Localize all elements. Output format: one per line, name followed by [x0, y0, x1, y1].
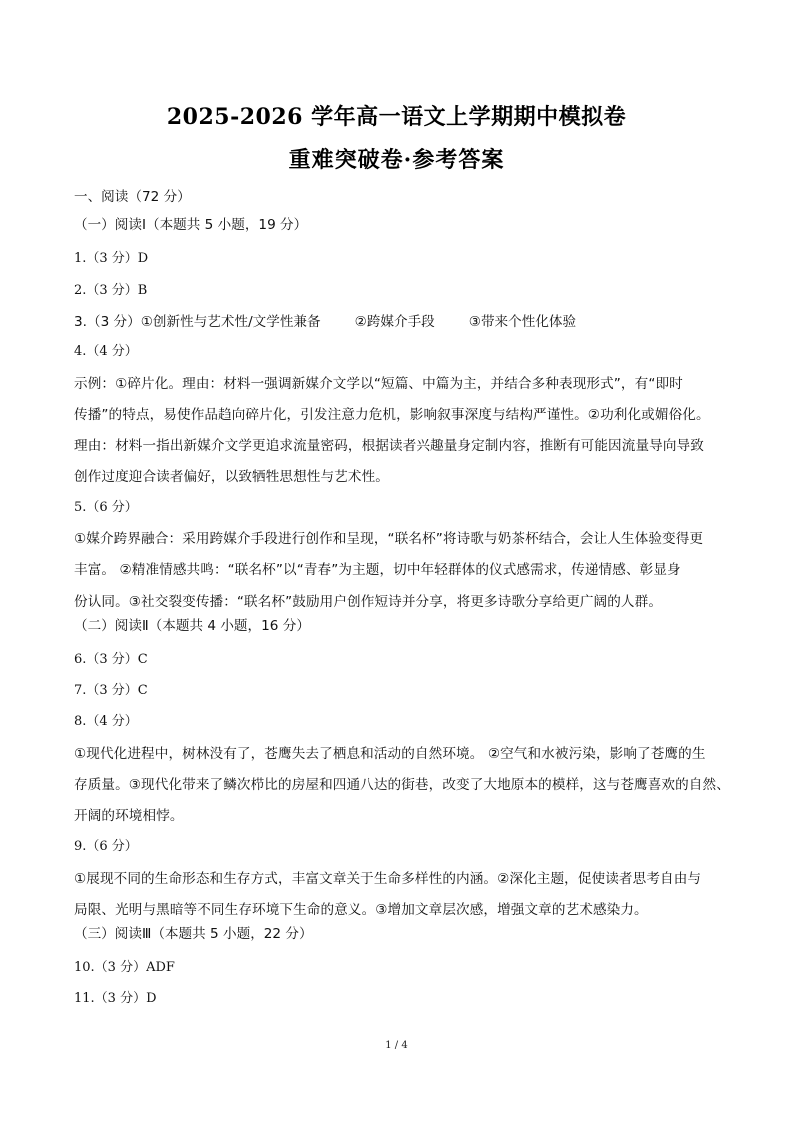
paragraph-line: 局限、光明与黑暗等不同生存环境下生命的意义。③增加文章层次感，增强文章的艺术感染力。: [74, 902, 648, 918]
answer-line: [74, 313, 576, 331]
answer-line: 5.（6 分）: [74, 500, 138, 515]
answer-line: 11.（3 分）D: [74, 991, 157, 1006]
page-subtitle: 重难突破卷·参考答案: [288, 147, 505, 173]
paragraph-line: ①媒介跨界融合：采用跨媒介手段进行创作和呈现，“联名杯”将诗歌与奶茶杯结合，会让人生体验变得更: [74, 531, 704, 547]
paragraph-line: 丰富。 ②精准情感共鸣：“联名杯”以“青春”为主题，切中年轻群体的仪式感需求，传递情感、彰显身: [74, 562, 681, 578]
paragraph-line: ①展现不同的生命形态和生存方式，丰富文章关于生命多样性的内涵。②深化主题，促使读者思考自由与: [74, 871, 702, 887]
subsection-heading: （二）阅读Ⅱ（本题共 4 小题，16 分）: [74, 618, 310, 634]
paragraph-line: ①现代化进程中，树林没有了，苍鹰失去了栖息和活动的自然环境。 ②空气和水被污染，影响了苍鹰的生: [74, 746, 706, 762]
page-title: 2025-2026 学年高一语文上学期期中模拟卷: [166, 104, 627, 130]
answer-line: 7.（3 分）C: [74, 683, 148, 698]
answer-line: 8.（4 分）: [74, 714, 138, 729]
answer-line: 6.（3 分）C: [74, 652, 148, 667]
answer-part: ②跨媒介手段: [354, 314, 435, 330]
paragraph-line: 存质量。③现代化带来了鳞次栉比的房屋和四通八达的街巷，改变了大地原本的模样，这与苍鹰喜欢的自然、: [74, 777, 730, 793]
paragraph-line: 开阔的环境相悖。: [74, 808, 184, 824]
paragraph-line: 创作过度迎合读者偏好，以致牺牲思想性与艺术性。: [74, 469, 389, 485]
answer-part: 3.（3 分）①创新性与艺术性/文学性兼备: [74, 314, 321, 330]
paragraph-line: 理由：材料一指出新媒介文学更追求流量密码，根据读者兴趣量身定制内容，推断有可能因流量导向导致: [74, 438, 704, 454]
answer-line: 2.（3 分）B: [74, 283, 148, 298]
subsection-heading: （三）阅读Ⅲ（本题共 5 小题，22 分）: [74, 926, 313, 942]
paragraph-line: 份认同。③社交裂变传播：“联名杯”鼓励用户创作短诗并分享，将更多诗歌分享给更广阔的人群。: [74, 594, 663, 610]
answer-line: 9.（6 分）: [74, 839, 138, 854]
answer-line: 10.（3 分）ADF: [74, 960, 175, 975]
subsection-heading: （一）阅读Ⅰ（本题共 5 小题，19 分）: [74, 217, 308, 233]
answer-line: 4.（4 分）: [74, 344, 138, 359]
paragraph-line: 传播”的特点，易使作品趋向碎片化，引发注意力危机，影响叙事深度与结构严谨性。②功利化或媚俗化。: [74, 407, 710, 423]
section-heading: 一、阅读（72 分）: [74, 189, 191, 205]
answer-line: 1.（3 分）D: [74, 251, 149, 266]
paragraph-line: 示例：①碎片化。理由：材料一强调新媒介文学以“短篇、中篇为主，并结合多种表现形式”，有“即时: [74, 376, 683, 392]
page-number: 1 / 4: [385, 1040, 408, 1051]
answer-part: ③带来个性化体验: [468, 314, 577, 330]
